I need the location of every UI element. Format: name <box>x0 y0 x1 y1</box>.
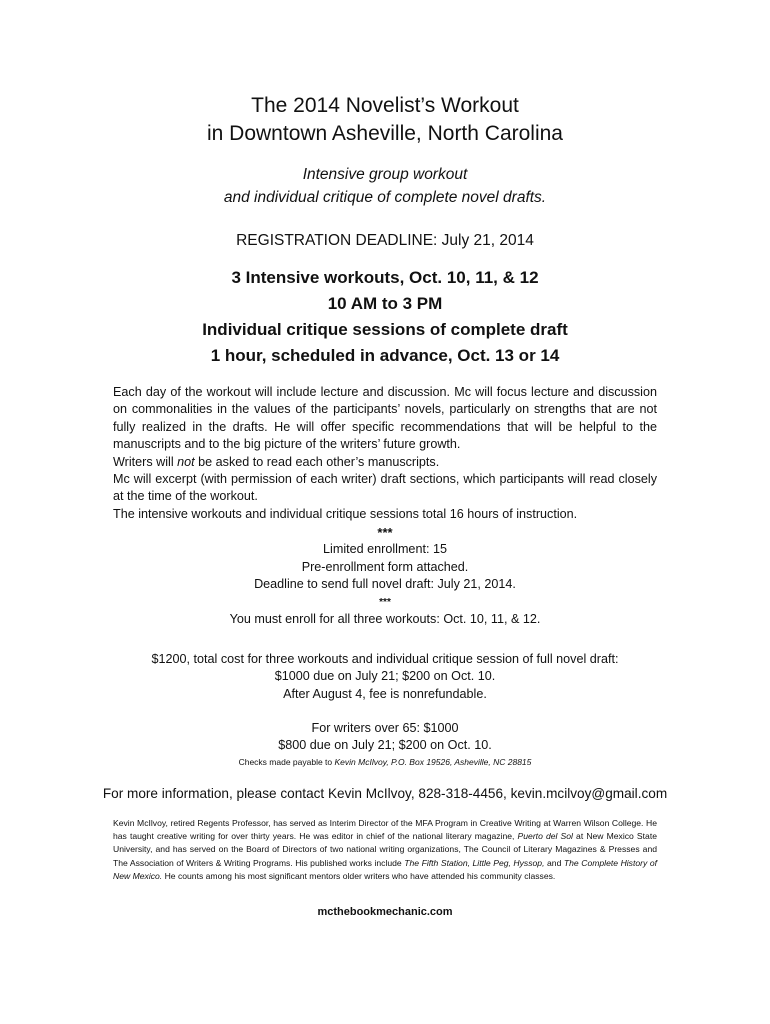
para2-emphasis: not <box>177 454 195 469</box>
total-cost: $1200, total cost for three workouts and individual critique session of full novel draft: <box>151 652 619 666</box>
separator-stars: *** <box>377 525 393 540</box>
bio-work-1: The Fifth Station, Little Peg, Hyssop, <box>404 857 545 868</box>
draft-deadline: Deadline to send full novel draft: July 21, 2014. <box>254 577 516 592</box>
body-paragraph-4: The intensive workouts and individual critique sessions total 16 hours of instruction. <box>113 506 578 521</box>
para2-before: Writers will <box>113 454 178 469</box>
senior-cost: For writers over 65: $1000 <box>311 721 459 735</box>
para2-after: be asked to read each other’s manuscripts. <box>194 454 440 469</box>
limited-enrollment: Limited enrollment: 15 <box>323 542 447 557</box>
body-paragraph-1: Each day of the workout will include lecture and discussion. Mc will focus lecture and discussion on commonalities in the values of the participants’ novels, particularly on strengths that are not fully realized in the drafts. He will offer specific recommendations that will be helpful to the manuscripts and to the big picture of the writers’ future growth. <box>113 385 657 452</box>
highlight-line: Individual critique sessions of complete draft <box>202 320 568 339</box>
checks-address: Kevin McIlvoy, P.O. Box 19526, Asheville, NC 28815 <box>334 756 532 767</box>
pre-enrollment-form: Pre-enrollment form attached. <box>301 559 469 574</box>
body-text <box>113 384 657 523</box>
subtitle-block <box>0 163 770 209</box>
checks-lead: Checks made payable to <box>238 756 335 767</box>
fees-block <box>0 651 770 703</box>
registration-deadline: REGISTRATION DEADLINE: July 21, 2014 <box>236 232 534 249</box>
checks-payable <box>0 755 770 769</box>
body-paragraph-3: Mc will excerpt (with permission of each writer) draft sections, which participants will read closely at the time of the workout. <box>113 472 657 504</box>
must-enroll: You must enroll for all three workouts: Oct. 10, 11, & 12. <box>229 612 541 627</box>
highlight-line: 10 AM to 3 PM <box>327 294 443 313</box>
bio-part-1: Kevin McIlvoy, retired Regents Professor, has served as Interim Director of the MFA Program in Creative Writing at Warren Wilson College. He has taught creative writing for over thirty years. He was editor in chief of the national literary magazine, <box>113 818 657 842</box>
subtitle-line-2: and individual critique of complete novel drafts. <box>223 189 547 206</box>
bio-part-2: at New Mexico State University, and has served on the Board of Directors of two national writing organizations, The Council of Literary Magazines & Presses and The Association of Writers & Writing Programs. His published works include <box>113 831 658 868</box>
enrollment-block <box>0 524 770 628</box>
senior-fees-block <box>0 720 770 769</box>
title-line-1: The 2014 Novelist’s Workout <box>251 94 519 117</box>
highlight-line: 1 hour, scheduled in advance, Oct. 13 or 14 <box>210 346 560 365</box>
bio-work-2: The Complete History of New Mexico. <box>113 857 658 881</box>
payment-schedule: $1000 due on July 21; $200 on Oct. 10. <box>274 669 496 684</box>
separator-stars-small: *** <box>379 596 391 608</box>
title-line-2: in Downtown Asheville, North Carolina <box>206 122 563 145</box>
author-bio <box>113 817 657 883</box>
senior-schedule: $800 due on July 21; $200 on Oct. 10. <box>278 738 492 753</box>
bio-part-4: He counts among his most significant mentors older writers who have attended his community classes. <box>162 870 556 881</box>
bio-part-3: and <box>544 857 564 868</box>
highlights-block <box>0 265 770 369</box>
highlight-line: 3 Intensive workouts, Oct. 10, 11, & 12 <box>231 268 539 287</box>
refund-policy: After August 4, fee is nonrefundable. <box>283 686 487 701</box>
contact-info: For more information, please contact Kevin McIlvoy, 828-318-4456, kevin.mcilvoy@gmail.com <box>102 786 668 801</box>
bio-magazine: Puerto del Sol <box>517 831 573 842</box>
title-block <box>0 92 770 148</box>
website-footer: mcthebookmechanic.com <box>317 906 453 918</box>
body-paragraph-2 <box>113 454 657 471</box>
subtitle-line-1: Intensive group workout <box>302 166 468 183</box>
